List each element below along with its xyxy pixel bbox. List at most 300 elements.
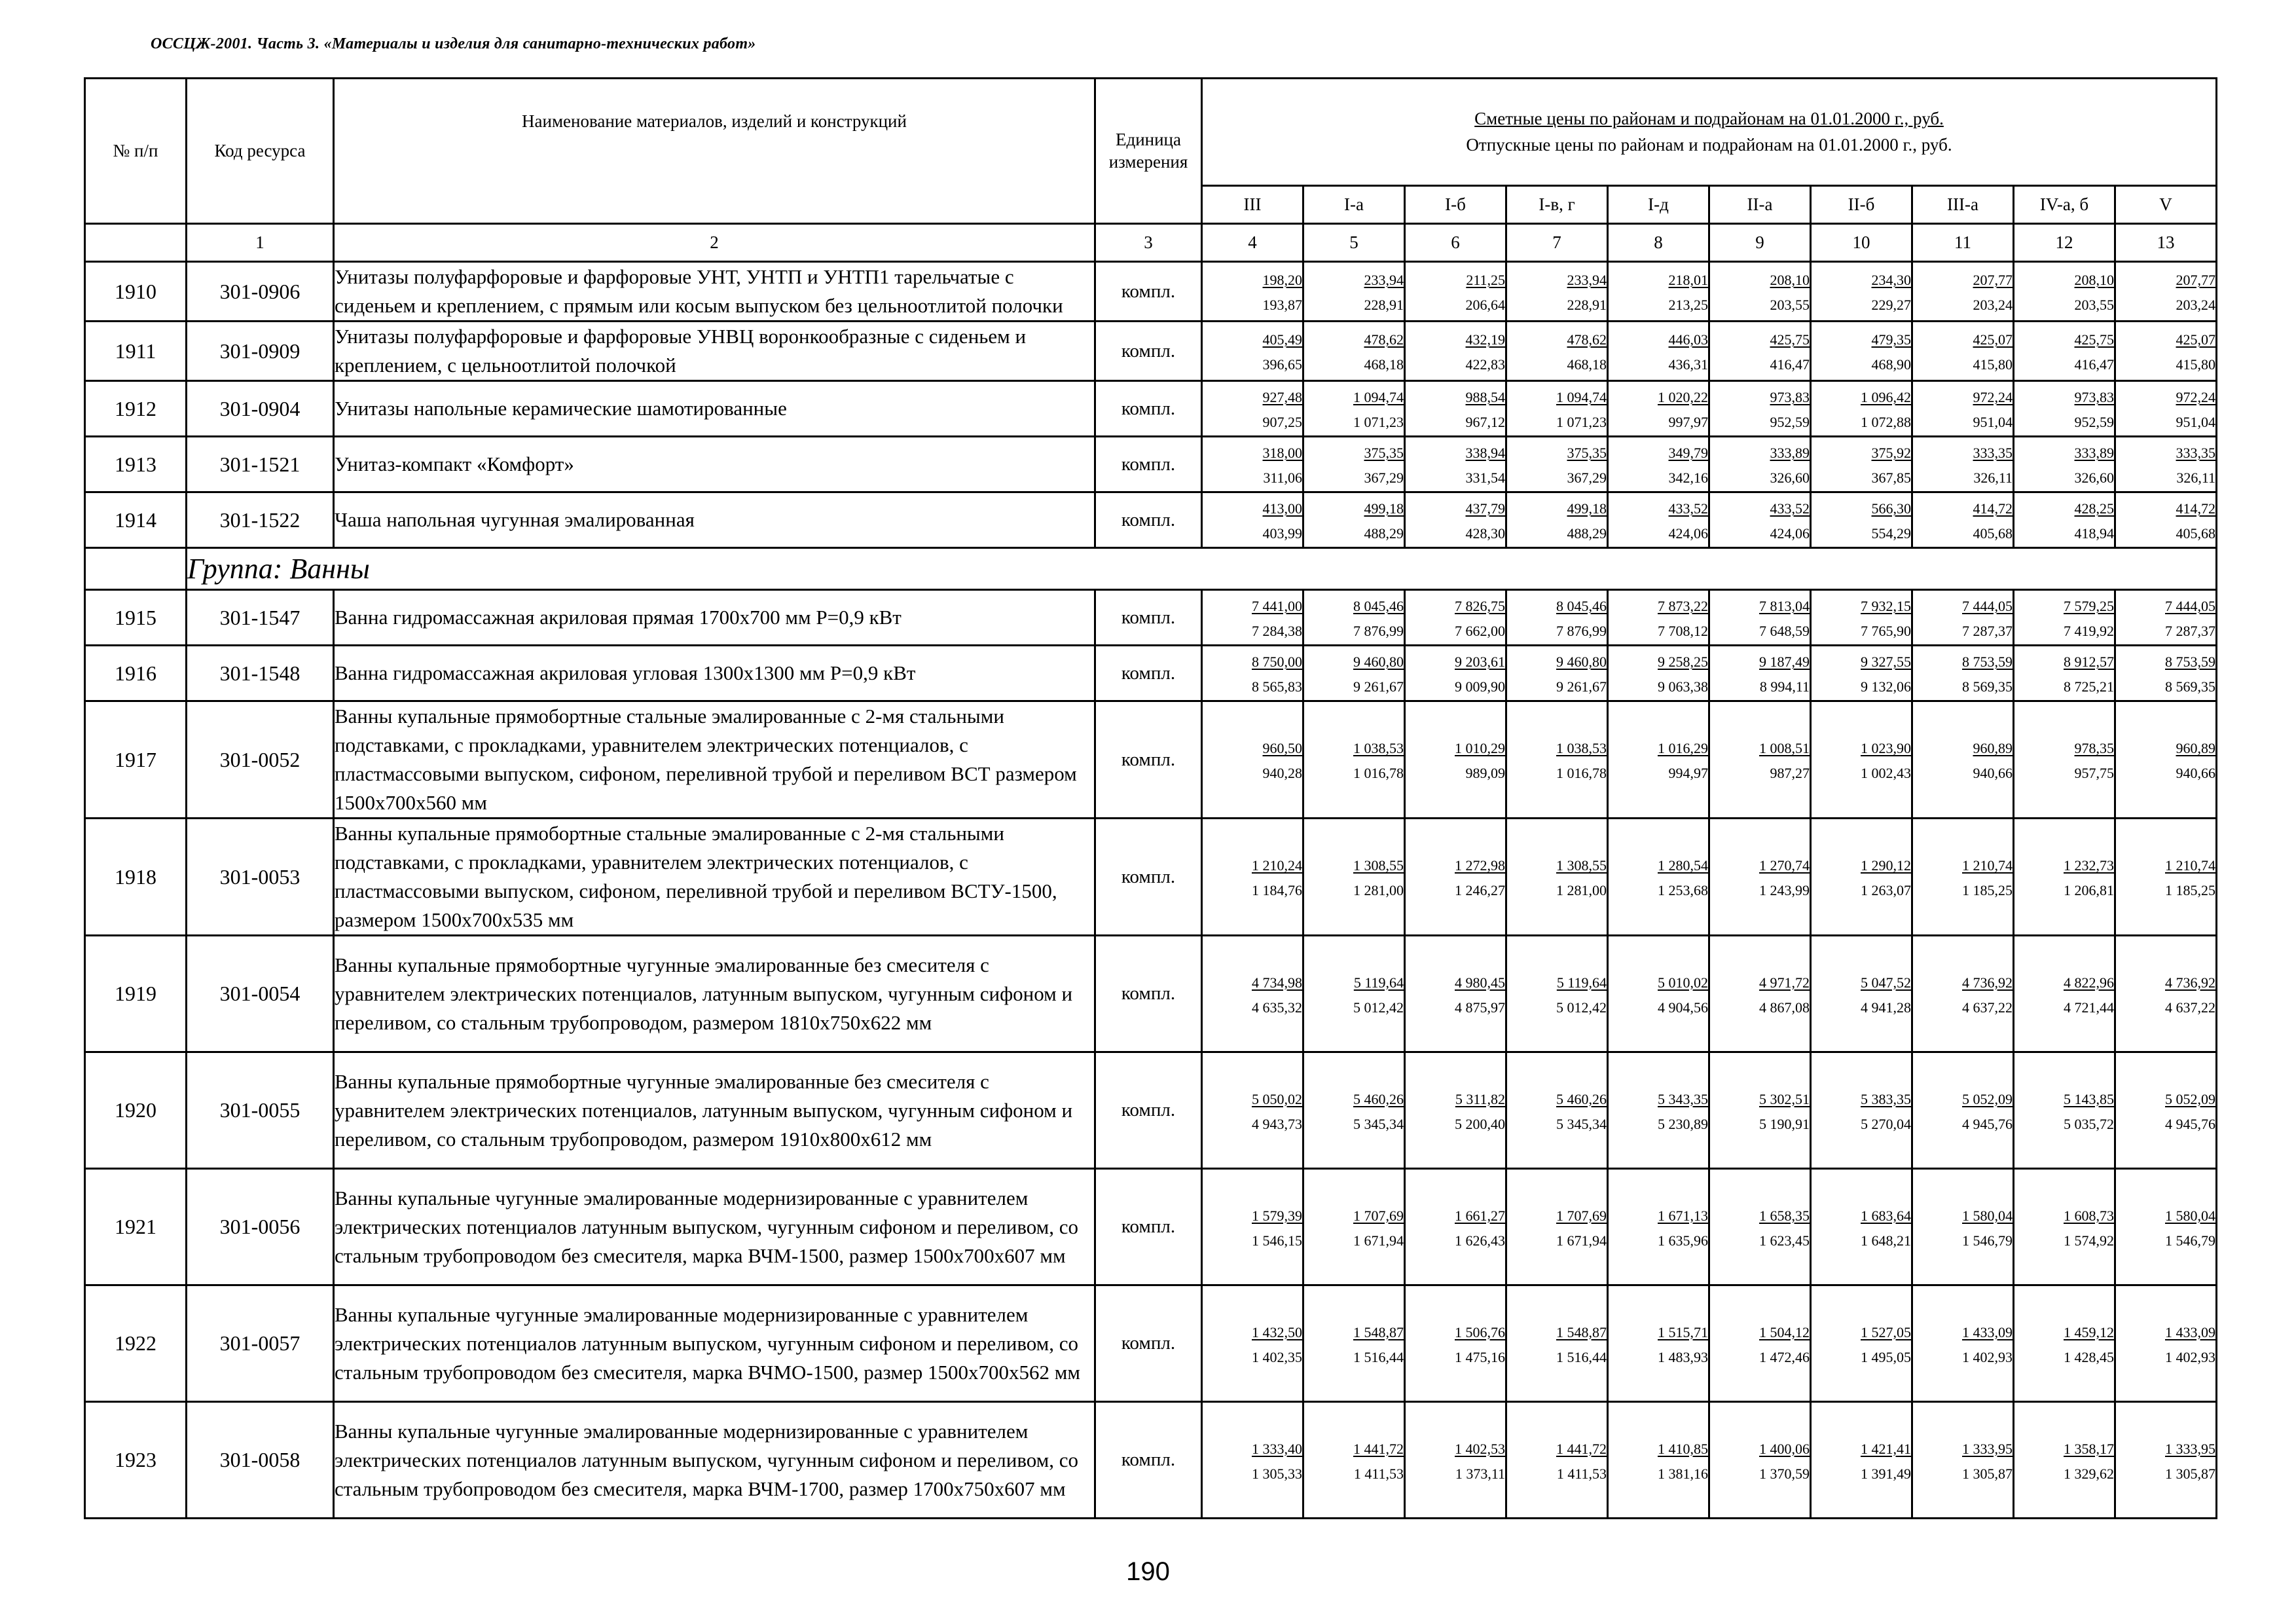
release-price: 415,80 bbox=[2176, 356, 2215, 373]
table-row bbox=[85, 819, 2217, 936]
release-price: 1 623,45 bbox=[1759, 1232, 1810, 1249]
release-price: 907,25 bbox=[1262, 414, 1302, 431]
price-cell bbox=[1912, 1169, 2014, 1285]
resource-code: 301-0058 bbox=[187, 1402, 334, 1519]
estimate-price: 1 421,41 bbox=[1861, 1440, 1911, 1457]
estimate-price: 1 608,73 bbox=[2064, 1207, 2114, 1224]
estimate-price: 233,94 bbox=[1364, 271, 1404, 288]
price-cell bbox=[2014, 1052, 2115, 1169]
unit-of-measure: компл. bbox=[1095, 701, 1202, 819]
release-price: 416,47 bbox=[2074, 356, 2114, 373]
price-cell bbox=[1811, 492, 1912, 548]
release-price: 4 867,08 bbox=[1759, 999, 1810, 1016]
release-price: 1 281,00 bbox=[1556, 882, 1607, 899]
release-price: 1 516,44 bbox=[1556, 1348, 1607, 1365]
release-price: 1 381,16 bbox=[1658, 1465, 1708, 1482]
header-name: Наименование материалов, изделий и конструкций bbox=[334, 79, 1095, 224]
item-name: Ванны купальные чугунные эмалированные модернизированные с уравнителем электрических потенциалов латунным выпуском, чугунным сифоном и переливом, со стальным трубопроводом без смесителя, марка ВЧМ-1700, размер 1700х750х607 мм bbox=[334, 1402, 1095, 1519]
release-price: 4 637,22 bbox=[2165, 999, 2215, 1016]
release-price: 7 708,12 bbox=[1658, 623, 1708, 640]
estimate-price: 973,83 bbox=[1770, 388, 1810, 405]
price-cell bbox=[1608, 819, 1709, 936]
release-price: 488,29 bbox=[1567, 525, 1607, 542]
price-cell bbox=[1202, 1285, 1303, 1402]
estimate-price: 5 343,35 bbox=[1658, 1090, 1708, 1107]
release-price: 326,11 bbox=[2176, 470, 2215, 487]
release-price: 5 230,89 bbox=[1658, 1115, 1708, 1132]
release-price: 367,85 bbox=[1871, 470, 1911, 487]
estimate-price: 8 750,00 bbox=[1252, 653, 1302, 670]
estimate-price: 425,75 bbox=[2074, 331, 2114, 348]
estimate-price: 960,89 bbox=[2176, 739, 2215, 756]
release-price: 7 287,37 bbox=[1962, 623, 2013, 640]
column-number: 3 bbox=[1095, 224, 1202, 262]
estimate-price: 4 734,98 bbox=[1252, 974, 1302, 991]
estimate-price: 4 971,72 bbox=[1759, 974, 1810, 991]
price-cell bbox=[1709, 819, 1811, 936]
price-cell bbox=[1202, 322, 1303, 381]
estimate-price: 1 506,76 bbox=[1455, 1323, 1505, 1340]
price-cell bbox=[1405, 262, 1506, 322]
estimate-price: 7 579,25 bbox=[2064, 597, 2114, 614]
header-prices-estimate: Сметные цены по районам и подрайонам на 01.01.2000 г., руб. bbox=[1474, 109, 1944, 129]
release-price: 554,29 bbox=[1871, 525, 1911, 542]
estimate-price: 972,24 bbox=[1973, 388, 2013, 405]
price-cell bbox=[2115, 381, 2217, 437]
release-price: 9 261,67 bbox=[1353, 678, 1404, 695]
item-name: Унитаз-компакт «Комфорт» bbox=[334, 437, 1095, 492]
row-number: 1914 bbox=[85, 492, 187, 548]
release-price: 203,55 bbox=[2074, 297, 2114, 314]
item-name: Унитазы полуфарфоровые и фарфоровые УНТ, УНТП и УНТП1 тарельчатые с сиденьем и креплением, с прямым или косым выпуском без цельноотлитой полочки bbox=[334, 262, 1095, 322]
price-cell bbox=[1709, 1402, 1811, 1519]
estimate-price: 479,35 bbox=[1871, 331, 1911, 348]
estimate-price: 333,35 bbox=[2176, 444, 2215, 461]
price-cell bbox=[1202, 936, 1303, 1052]
item-name: Ванны купальные чугунные эмалированные модернизированные с уравнителем электрических потенциалов латунным выпуском, чугунным сифоном и переливом, со стальным трубопроводом без смесителя, марка ВЧМО-1500, размер 1500х700х562 мм bbox=[334, 1285, 1095, 1402]
price-cell bbox=[2014, 646, 2115, 701]
release-price: 9 132,06 bbox=[1861, 678, 1911, 695]
release-price: 5 190,91 bbox=[1759, 1115, 1810, 1132]
estimate-price: 1 038,53 bbox=[1353, 739, 1404, 756]
release-price: 1 002,43 bbox=[1861, 765, 1911, 782]
row-number: 1913 bbox=[85, 437, 187, 492]
release-price: 4 637,22 bbox=[1962, 999, 2013, 1016]
price-cell bbox=[1202, 819, 1303, 936]
price-cell bbox=[1303, 437, 1405, 492]
estimate-price: 1 210,24 bbox=[1252, 857, 1302, 874]
release-price: 424,06 bbox=[1668, 525, 1708, 542]
release-price: 952,59 bbox=[1770, 414, 1810, 431]
release-price: 1 281,00 bbox=[1353, 882, 1404, 899]
release-price: 1 411,53 bbox=[1556, 1465, 1607, 1482]
price-cell bbox=[1608, 1402, 1709, 1519]
release-price: 193,87 bbox=[1262, 297, 1302, 314]
release-price: 1 072,88 bbox=[1861, 414, 1911, 431]
estimate-price: 234,30 bbox=[1871, 271, 1911, 288]
price-cell bbox=[1202, 701, 1303, 819]
estimate-price: 433,52 bbox=[1668, 500, 1708, 517]
estimate-price: 318,00 bbox=[1262, 444, 1302, 461]
release-price: 1 184,76 bbox=[1252, 882, 1302, 899]
release-price: 428,30 bbox=[1465, 525, 1505, 542]
item-name: Ванны купальные прямобортные чугунные эмалированные без смесителя с уравнителем электрических потенциалов, латунным выпуском, чугунным сифоном и переливом, со стальным трубопроводом, размером 1810х750х622 мм bbox=[334, 936, 1095, 1052]
release-price: 326,60 bbox=[2074, 470, 2114, 487]
estimate-price: 1 272,98 bbox=[1455, 857, 1505, 874]
estimate-price: 5 311,82 bbox=[1455, 1090, 1505, 1107]
price-cell bbox=[1506, 262, 1608, 322]
estimate-price: 1 290,12 bbox=[1861, 857, 1911, 874]
price-cell bbox=[2014, 492, 2115, 548]
estimate-price: 7 873,22 bbox=[1658, 597, 1708, 614]
column-number: 12 bbox=[2014, 224, 2115, 262]
price-cell bbox=[1811, 590, 1912, 646]
release-price: 1 402,35 bbox=[1252, 1348, 1302, 1365]
unit-of-measure: компл. bbox=[1095, 1169, 1202, 1285]
price-cell bbox=[1202, 381, 1303, 437]
estimate-price: 1 707,69 bbox=[1353, 1207, 1404, 1224]
estimate-price: 233,94 bbox=[1567, 271, 1607, 288]
release-price: 415,80 bbox=[1973, 356, 2013, 373]
estimate-price: 1 333,95 bbox=[1962, 1440, 2013, 1457]
unit-of-measure: компл. bbox=[1095, 1052, 1202, 1169]
estimate-price: 1 094,74 bbox=[1353, 388, 1404, 405]
release-price: 326,60 bbox=[1770, 470, 1810, 487]
estimate-price: 1 683,64 bbox=[1861, 1207, 1911, 1224]
price-cell bbox=[1709, 437, 1811, 492]
price-cell bbox=[1912, 492, 2014, 548]
price-cell bbox=[1506, 701, 1608, 819]
region-header: I-а bbox=[1303, 186, 1405, 224]
price-cell bbox=[2115, 1402, 2217, 1519]
estimate-price: 198,20 bbox=[1262, 271, 1302, 288]
price-cell bbox=[1608, 1285, 1709, 1402]
estimate-price: 333,89 bbox=[2074, 444, 2114, 461]
release-price: 8 569,35 bbox=[2165, 678, 2215, 695]
release-price: 1 483,93 bbox=[1658, 1348, 1708, 1365]
release-price: 951,04 bbox=[2176, 414, 2215, 431]
group-blank bbox=[85, 548, 187, 590]
estimate-price: 1 023,90 bbox=[1861, 739, 1911, 756]
release-price: 418,94 bbox=[2074, 525, 2114, 542]
price-cell bbox=[1405, 1169, 1506, 1285]
estimate-price: 7 826,75 bbox=[1455, 597, 1505, 614]
estimate-price: 478,62 bbox=[1567, 331, 1607, 348]
price-cell bbox=[1405, 1402, 1506, 1519]
release-price: 1 495,05 bbox=[1861, 1348, 1911, 1365]
price-cell bbox=[1709, 590, 1811, 646]
release-price: 4 721,44 bbox=[2064, 999, 2114, 1016]
release-price: 987,27 bbox=[1770, 765, 1810, 782]
release-price: 951,04 bbox=[1973, 414, 2013, 431]
price-cell bbox=[2014, 701, 2115, 819]
release-price: 1 373,11 bbox=[1455, 1465, 1505, 1482]
release-price: 7 419,92 bbox=[2064, 623, 2114, 640]
unit-of-measure: компл. bbox=[1095, 322, 1202, 381]
header-prices bbox=[1202, 79, 2217, 186]
price-cell bbox=[1608, 1169, 1709, 1285]
release-price: 7 876,99 bbox=[1353, 623, 1404, 640]
table-row bbox=[85, 381, 2217, 437]
release-price: 1 305,33 bbox=[1252, 1465, 1302, 1482]
estimate-price: 1 515,71 bbox=[1658, 1323, 1708, 1340]
price-cell bbox=[1811, 381, 1912, 437]
price-cell bbox=[1912, 936, 2014, 1052]
column-number: 11 bbox=[1912, 224, 2014, 262]
resource-code: 301-0055 bbox=[187, 1052, 334, 1169]
header-num: № п/п bbox=[85, 79, 187, 224]
row-number: 1916 bbox=[85, 646, 187, 701]
estimate-price: 1 333,95 bbox=[2165, 1440, 2215, 1457]
estimate-price: 9 187,49 bbox=[1759, 653, 1810, 670]
release-price: 1 185,25 bbox=[2165, 882, 2215, 899]
price-cell bbox=[2115, 701, 2217, 819]
release-price: 1 402,93 bbox=[1962, 1348, 2013, 1365]
release-price: 1 263,07 bbox=[1861, 882, 1911, 899]
resource-code: 301-0056 bbox=[187, 1169, 334, 1285]
table-row bbox=[85, 262, 2217, 322]
release-price: 311,06 bbox=[1263, 470, 1302, 487]
price-cell bbox=[1811, 936, 1912, 1052]
release-price: 7 765,90 bbox=[1861, 623, 1911, 640]
column-number-row bbox=[85, 224, 2217, 262]
price-cell bbox=[2014, 1285, 2115, 1402]
release-price: 1 391,49 bbox=[1861, 1465, 1911, 1482]
price-cell bbox=[2014, 819, 2115, 936]
price-cell bbox=[1405, 322, 1506, 381]
price-cell bbox=[1405, 381, 1506, 437]
release-price: 1 475,16 bbox=[1455, 1348, 1505, 1365]
price-cell bbox=[1709, 1169, 1811, 1285]
price-cell bbox=[1608, 381, 1709, 437]
row-number: 1910 bbox=[85, 262, 187, 322]
price-cell bbox=[1912, 381, 2014, 437]
item-name: Унитазы полуфарфоровые и фарфоровые УНВЦ воронкообразные с сиденьем и креплением, с цельноотлитой полочкой bbox=[334, 322, 1095, 381]
table-row bbox=[85, 322, 2217, 381]
column-number: 1 bbox=[187, 224, 334, 262]
release-price: 940,66 bbox=[1973, 765, 2013, 782]
page-number: 190 bbox=[1126, 1557, 1170, 1586]
price-cell bbox=[1811, 322, 1912, 381]
release-price: 4 635,32 bbox=[1252, 999, 1302, 1016]
estimate-price: 425,07 bbox=[2176, 331, 2215, 348]
price-cell bbox=[1506, 1402, 1608, 1519]
estimate-price: 1 308,55 bbox=[1556, 857, 1607, 874]
group-label: Группа: Ванны bbox=[187, 548, 2217, 590]
release-price: 5 035,72 bbox=[2064, 1115, 2114, 1132]
price-cell bbox=[1608, 646, 1709, 701]
release-price: 331,54 bbox=[1465, 470, 1505, 487]
region-header: III bbox=[1202, 186, 1303, 224]
price-cell bbox=[1405, 936, 1506, 1052]
estimate-price: 1 527,05 bbox=[1861, 1323, 1911, 1340]
price-cell bbox=[2014, 262, 2115, 322]
release-price: 1 411,53 bbox=[1353, 1465, 1404, 1482]
estimate-price: 7 444,05 bbox=[2165, 597, 2215, 614]
price-cell bbox=[1912, 819, 2014, 936]
price-cell bbox=[1202, 1052, 1303, 1169]
release-price: 4 941,28 bbox=[1861, 999, 1911, 1016]
release-price: 940,28 bbox=[1262, 765, 1302, 782]
price-cell bbox=[1811, 1052, 1912, 1169]
estimate-price: 1 658,35 bbox=[1759, 1207, 1810, 1224]
estimate-price: 1 016,29 bbox=[1658, 739, 1708, 756]
release-price: 1 546,79 bbox=[1962, 1232, 2013, 1249]
estimate-price: 405,49 bbox=[1262, 331, 1302, 348]
header-prices-release: Отпускные цены по районам и подрайонам на 01.01.2000 г., руб. bbox=[1466, 134, 1952, 155]
price-cell bbox=[2014, 590, 2115, 646]
row-number: 1920 bbox=[85, 1052, 187, 1169]
release-price: 5 345,34 bbox=[1353, 1115, 1404, 1132]
unit-of-measure: компл. bbox=[1095, 1402, 1202, 1519]
estimate-price: 5 143,85 bbox=[2064, 1090, 2114, 1107]
column-number: 2 bbox=[334, 224, 1095, 262]
release-price: 468,18 bbox=[1364, 356, 1404, 373]
row-number: 1919 bbox=[85, 936, 187, 1052]
release-price: 7 662,00 bbox=[1455, 623, 1505, 640]
release-price: 4 943,73 bbox=[1252, 1115, 1302, 1132]
price-cell bbox=[1912, 646, 2014, 701]
region-header: I-в, г bbox=[1506, 186, 1608, 224]
price-cell bbox=[1303, 936, 1405, 1052]
unit-of-measure: компл. bbox=[1095, 590, 1202, 646]
estimate-price: 1 232,73 bbox=[2064, 857, 2114, 874]
price-cell bbox=[1811, 646, 1912, 701]
release-price: 4 875,97 bbox=[1455, 999, 1505, 1016]
price-cell bbox=[1608, 590, 1709, 646]
estimate-price: 1 433,09 bbox=[2165, 1323, 2215, 1340]
region-header: I-д bbox=[1608, 186, 1709, 224]
table-row bbox=[85, 590, 2217, 646]
release-price: 396,65 bbox=[1262, 356, 1302, 373]
price-cell bbox=[1303, 1285, 1405, 1402]
estimate-price: 218,01 bbox=[1668, 271, 1708, 288]
release-price: 9 261,67 bbox=[1556, 678, 1607, 695]
column-number: 4 bbox=[1202, 224, 1303, 262]
release-price: 989,09 bbox=[1465, 765, 1505, 782]
estimate-price: 1 579,39 bbox=[1252, 1207, 1302, 1224]
price-cell bbox=[1912, 437, 2014, 492]
release-price: 228,91 bbox=[1567, 297, 1607, 314]
estimate-price: 1 333,40 bbox=[1252, 1440, 1302, 1457]
price-cell bbox=[1303, 646, 1405, 701]
price-cell bbox=[1303, 1052, 1405, 1169]
price-cell bbox=[2115, 262, 2217, 322]
resource-code: 301-1548 bbox=[187, 646, 334, 701]
price-cell bbox=[1303, 492, 1405, 548]
item-name: Ванны купальные прямобортные чугунные эмалированные без смесителя с уравнителем электрических потенциалов, латунным выпуском, чугунным сифоном и переливом, со стальным трубопроводом, размером 1910х800х612 мм bbox=[334, 1052, 1095, 1169]
price-cell bbox=[1811, 437, 1912, 492]
estimate-price: 9 203,61 bbox=[1455, 653, 1505, 670]
price-cell bbox=[1405, 492, 1506, 548]
table-row bbox=[85, 701, 2217, 819]
table-row bbox=[85, 1402, 2217, 1519]
price-cell bbox=[2014, 1169, 2115, 1285]
estimate-price: 5 119,64 bbox=[1556, 974, 1607, 991]
row-number: 1921 bbox=[85, 1169, 187, 1285]
release-price: 1 546,15 bbox=[1252, 1232, 1302, 1249]
price-cell bbox=[1811, 1402, 1912, 1519]
price-cell bbox=[1303, 322, 1405, 381]
price-cell bbox=[1709, 646, 1811, 701]
price-cell bbox=[2115, 590, 2217, 646]
estimate-price: 1 010,29 bbox=[1455, 739, 1505, 756]
price-cell bbox=[1202, 262, 1303, 322]
price-cell bbox=[1709, 381, 1811, 437]
release-price: 203,55 bbox=[1770, 297, 1810, 314]
price-cell bbox=[1506, 590, 1608, 646]
estimate-price: 1 580,04 bbox=[1962, 1207, 2013, 1224]
resource-code: 301-0052 bbox=[187, 701, 334, 819]
price-table bbox=[84, 77, 2217, 1519]
price-cell bbox=[1303, 1402, 1405, 1519]
release-price: 1 574,92 bbox=[2064, 1232, 2114, 1249]
price-cell bbox=[1912, 701, 2014, 819]
price-cell bbox=[1303, 381, 1405, 437]
estimate-price: 1 459,12 bbox=[2064, 1323, 2114, 1340]
price-cell bbox=[1303, 701, 1405, 819]
price-cell bbox=[1202, 492, 1303, 548]
resource-code: 301-0909 bbox=[187, 322, 334, 381]
estimate-price: 1 094,74 bbox=[1556, 388, 1607, 405]
release-price: 940,66 bbox=[2176, 765, 2215, 782]
price-cell bbox=[1912, 1402, 2014, 1519]
price-cell bbox=[1608, 701, 1709, 819]
resource-code: 301-1522 bbox=[187, 492, 334, 548]
column-number-blank bbox=[85, 224, 187, 262]
estimate-price: 1 671,13 bbox=[1658, 1207, 1708, 1224]
estimate-price: 1 008,51 bbox=[1759, 739, 1810, 756]
estimate-price: 1 402,53 bbox=[1455, 1440, 1505, 1457]
release-price: 405,68 bbox=[2176, 525, 2215, 542]
estimate-price: 375,92 bbox=[1871, 444, 1911, 461]
price-cell bbox=[1709, 701, 1811, 819]
estimate-price: 1 270,74 bbox=[1759, 857, 1810, 874]
estimate-price: 4 736,92 bbox=[2165, 974, 2215, 991]
release-price: 7 287,37 bbox=[2165, 623, 2215, 640]
estimate-price: 5 460,26 bbox=[1353, 1090, 1404, 1107]
estimate-price: 446,03 bbox=[1668, 331, 1708, 348]
header-code: Код ресурса bbox=[187, 79, 334, 224]
estimate-price: 338,94 bbox=[1465, 444, 1505, 461]
estimate-price: 5 010,02 bbox=[1658, 974, 1708, 991]
release-price: 468,18 bbox=[1567, 356, 1607, 373]
price-cell bbox=[1506, 819, 1608, 936]
release-price: 1 671,94 bbox=[1556, 1232, 1607, 1249]
table-body bbox=[85, 262, 2217, 1519]
release-price: 1 648,21 bbox=[1861, 1232, 1911, 1249]
price-cell bbox=[2115, 1285, 2217, 1402]
price-cell bbox=[1405, 701, 1506, 819]
price-cell bbox=[1608, 322, 1709, 381]
estimate-price: 375,35 bbox=[1364, 444, 1404, 461]
release-price: 957,75 bbox=[2074, 765, 2114, 782]
item-name: Унитазы напольные керамические шамотированные bbox=[334, 381, 1095, 437]
resource-code: 301-0053 bbox=[187, 819, 334, 936]
estimate-price: 1 580,04 bbox=[2165, 1207, 2215, 1224]
price-cell bbox=[1709, 1285, 1811, 1402]
table-row bbox=[85, 1285, 2217, 1402]
price-cell bbox=[1811, 701, 1912, 819]
item-name: Ванны купальные прямобортные стальные эмалированные с 2-мя стальными подставками, с прокладками, уравнителем электрических потенциалов, с пластмассовыми выпуском, сифоном, переливной трубой и переливом ВСТУ-1500, размером 1500х700х535 мм bbox=[334, 819, 1095, 936]
release-price: 1 329,62 bbox=[2064, 1465, 2114, 1482]
table-row bbox=[85, 936, 2217, 1052]
price-cell bbox=[1405, 819, 1506, 936]
estimate-price: 9 460,80 bbox=[1556, 653, 1607, 670]
column-number: 9 bbox=[1709, 224, 1811, 262]
release-price: 1 016,78 bbox=[1556, 765, 1607, 782]
region-header: V bbox=[2115, 186, 2217, 224]
